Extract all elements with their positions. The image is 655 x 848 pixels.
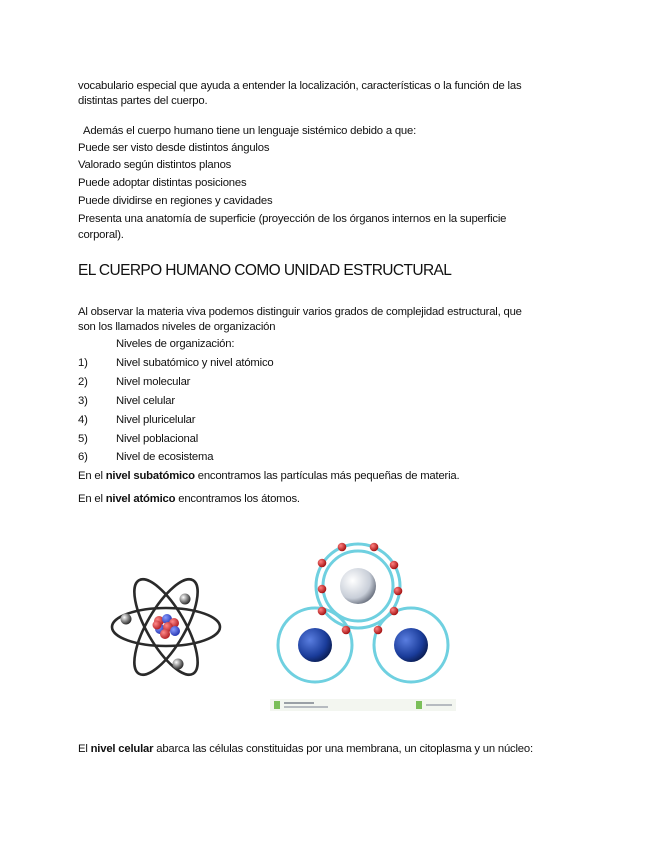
level-number: 5) xyxy=(78,433,88,445)
level-label: Nivel poblacional xyxy=(116,433,199,445)
systemic-lead: Además el cuerpo humano tiene un lenguaje sistémico debido a que: xyxy=(83,125,417,137)
systemic-item-5: Presenta una anatomía de superficie (proyección de los órganos internos en la superficie xyxy=(78,213,507,225)
section-paragraph-line-2: son los llamados niveles de organización xyxy=(78,321,276,333)
level-label: Nivel pluricelular xyxy=(116,414,196,426)
atomic-keyword: nivel atómico xyxy=(105,493,176,505)
systemic-item-1: Puede ser visto desde distintos ángulos xyxy=(78,142,270,154)
atomic-sentence: En el nivel atómico encontramos los átomos. xyxy=(78,493,300,505)
right-atom xyxy=(394,628,428,662)
level-label: Nivel de ecosistema xyxy=(116,451,214,463)
atom-illustration xyxy=(110,565,222,689)
level-number: 1) xyxy=(78,357,88,369)
section-paragraph-line-1: Al observar la materia viva podemos distinguir varios grados de complejidad estructural, que xyxy=(78,306,522,318)
central-atom xyxy=(340,568,376,604)
systemic-item-2: Valorado según distintos planos xyxy=(78,159,232,171)
systemic-item-4: Puede dividirse en regiones y cavidades xyxy=(78,195,273,207)
cellular-sentence: El nivel celular abarca las células constituidas por una membrana, un citoplasma y un núcleo: xyxy=(78,743,533,755)
level-number: 2) xyxy=(78,376,88,388)
levels-label: Niveles de organización: xyxy=(116,338,235,350)
level-label: Nivel subatómico y nivel atómico xyxy=(116,357,274,369)
intro-line-1: vocabulario especial que ayuda a entender la localización, características o la función de las xyxy=(78,80,522,92)
systemic-item-3: Puede adoptar distintas posiciones xyxy=(78,177,247,189)
electron xyxy=(121,614,132,625)
section-heading: EL CUERPO HUMANO COMO UNIDAD ESTRUCTURAL xyxy=(78,262,452,279)
level-number: 4) xyxy=(78,414,88,426)
subatomic-keyword: nivel subatómico xyxy=(105,470,195,482)
systemic-item-6: corporal). xyxy=(78,229,124,241)
molecule-illustration xyxy=(266,523,456,713)
level-number: 3) xyxy=(78,395,88,407)
level-label: Nivel molecular xyxy=(116,376,191,388)
level-number: 6) xyxy=(78,451,88,463)
level-label: Nivel celular xyxy=(116,395,175,407)
intro-line-2: distintas partes del cuerpo. xyxy=(78,95,208,107)
nucleus xyxy=(153,614,181,639)
left-atom xyxy=(298,628,332,662)
cellular-keyword: nivel celular xyxy=(90,743,154,755)
electron xyxy=(173,659,184,670)
electron xyxy=(180,594,191,605)
electron-shells xyxy=(278,544,448,682)
subatomic-sentence: En el nivel subatómico encontramos las partículas más pequeñas de materia. xyxy=(78,470,460,482)
caption-logo xyxy=(274,701,280,709)
